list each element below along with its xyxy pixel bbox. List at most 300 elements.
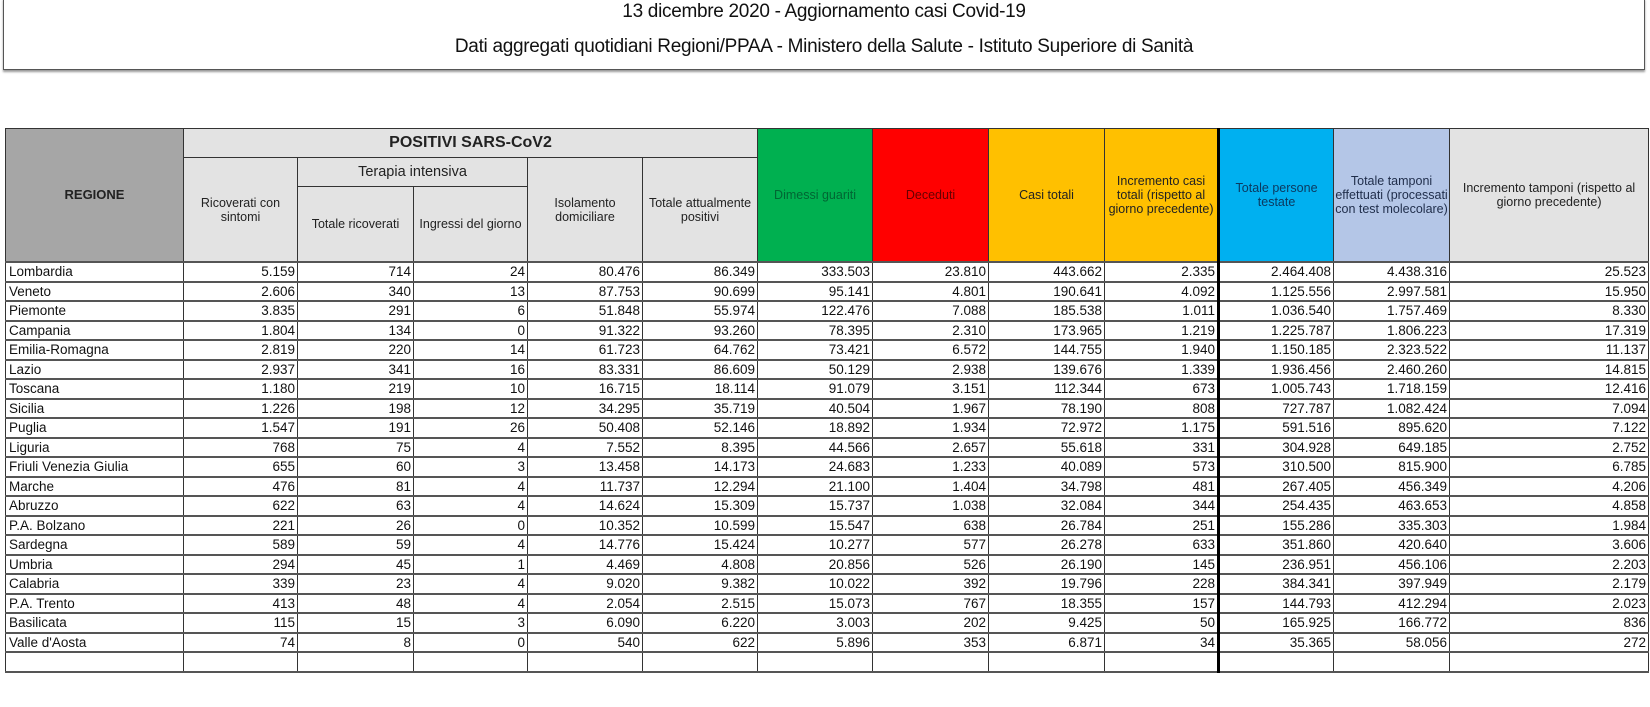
- cell-casi-totali: 190.641: [989, 282, 1105, 302]
- cell-casi-totali: 55.618: [989, 438, 1105, 458]
- table-row: [6, 360, 1649, 380]
- header-totale-tamponi: Totale tamponi effettuati (processati con test molecolare): [1334, 129, 1450, 263]
- cell-regione: P.A. Bolzano: [6, 516, 184, 536]
- header-totale-persone-testate: Totale persone testate: [1219, 129, 1334, 263]
- cell-casi-totali: 26.278: [989, 535, 1105, 555]
- cell-ti-totale-ricoverati: 59: [298, 535, 414, 555]
- cell-totale-tamponi: 166.772: [1334, 613, 1450, 633]
- cell-clipped: [1450, 652, 1649, 672]
- cell-dimessi-guariti: 333.503: [758, 262, 873, 282]
- cell-casi-totali: 72.972: [989, 418, 1105, 438]
- cell-casi-totali: 26.784: [989, 516, 1105, 536]
- cell-persone-testate: 2.464.408: [1219, 262, 1334, 282]
- report-subtitle: Dati aggregati quotidiani Regioni/PPAA - Ministero della Salute - Istituto Superiore di Sanità: [454, 36, 1194, 57]
- cell-ti-totale-ricoverati: 134: [298, 321, 414, 341]
- cell-deceduti: 353: [873, 633, 989, 653]
- header-totale-attualmente-positivi: Totale attualmente positivi: [643, 158, 758, 263]
- table-row: [6, 574, 1649, 594]
- cell-ti-ingressi: 1: [414, 555, 528, 575]
- cell-incremento-casi: 633: [1105, 535, 1219, 555]
- cell-deceduti: 1.967: [873, 399, 989, 419]
- header-casi-totali: Casi totali: [989, 129, 1105, 263]
- cell-incremento-casi: 145: [1105, 555, 1219, 575]
- cell-deceduti: 3.151: [873, 379, 989, 399]
- cell-totale-tamponi: 420.640: [1334, 535, 1450, 555]
- cell-totale-tamponi: 456.349: [1334, 477, 1450, 497]
- cell-casi-totali: 78.190: [989, 399, 1105, 419]
- cell-casi-totali: 112.344: [989, 379, 1105, 399]
- cell-attualmente-positivi: 35.719: [643, 399, 758, 419]
- cell-ricoverati-con-sintomi: 655: [184, 457, 298, 477]
- cell-ti-ingressi: 10: [414, 379, 528, 399]
- table-row: [6, 418, 1649, 438]
- cell-ti-ingressi: 13: [414, 282, 528, 302]
- cell-regione: Veneto: [6, 282, 184, 302]
- cell-incremento-casi: 2.335: [1105, 262, 1219, 282]
- header-ricoverati-con-sintomi: Ricoverati con sintomi: [184, 158, 298, 263]
- cell-ti-ingressi: 0: [414, 516, 528, 536]
- cell-deceduti: 2.310: [873, 321, 989, 341]
- cell-dimessi-guariti: 15.073: [758, 594, 873, 614]
- cell-totale-tamponi: 1.757.469: [1334, 301, 1450, 321]
- cell-ti-totale-ricoverati: 714: [298, 262, 414, 282]
- cell-isolamento-domiciliare: 50.408: [528, 418, 643, 438]
- cell-ricoverati-con-sintomi: 1.226: [184, 399, 298, 419]
- cell-ricoverati-con-sintomi: 1.180: [184, 379, 298, 399]
- header-totale-ricoverati: Totale ricoverati: [298, 187, 414, 263]
- cell-ti-ingressi: 4: [414, 438, 528, 458]
- cell-clipped: [989, 652, 1105, 672]
- cell-ricoverati-con-sintomi: 2.606: [184, 282, 298, 302]
- cell-incremento-casi: 228: [1105, 574, 1219, 594]
- cell-incremento-casi: 1.175: [1105, 418, 1219, 438]
- cell-incremento-tamponi: 25.523: [1450, 262, 1649, 282]
- cell-totale-tamponi: 1.806.223: [1334, 321, 1450, 341]
- header-isolamento-domiciliare: Isolamento domiciliare: [528, 158, 643, 263]
- cell-incremento-tamponi: 836: [1450, 613, 1649, 633]
- cell-dimessi-guariti: 20.856: [758, 555, 873, 575]
- cell-deceduti: 2.938: [873, 360, 989, 380]
- cell-ti-ingressi: 0: [414, 633, 528, 653]
- cell-attualmente-positivi: 15.424: [643, 535, 758, 555]
- cell-dimessi-guariti: 40.504: [758, 399, 873, 419]
- cell-dimessi-guariti: 50.129: [758, 360, 873, 380]
- cell-incremento-casi: 50: [1105, 613, 1219, 633]
- cell-ricoverati-con-sintomi: 294: [184, 555, 298, 575]
- cell-persone-testate: 310.500: [1219, 457, 1334, 477]
- cell-incremento-casi: 157: [1105, 594, 1219, 614]
- cell-dimessi-guariti: 24.683: [758, 457, 873, 477]
- cell-incremento-tamponi: 8.330: [1450, 301, 1649, 321]
- cell-dimessi-guariti: 15.547: [758, 516, 873, 536]
- cell-ti-totale-ricoverati: 198: [298, 399, 414, 419]
- cell-isolamento-domiciliare: 80.476: [528, 262, 643, 282]
- cell-ricoverati-con-sintomi: 589: [184, 535, 298, 555]
- cell-persone-testate: 1.936.456: [1219, 360, 1334, 380]
- cell-attualmente-positivi: 2.515: [643, 594, 758, 614]
- covid-regional-table: [5, 128, 1649, 673]
- cell-totale-tamponi: 456.106: [1334, 555, 1450, 575]
- cell-totale-tamponi: 895.620: [1334, 418, 1450, 438]
- cell-dimessi-guariti: 122.476: [758, 301, 873, 321]
- cell-incremento-casi: 673: [1105, 379, 1219, 399]
- cell-incremento-casi: 1.940: [1105, 340, 1219, 360]
- cell-clipped: [1219, 652, 1334, 672]
- cell-ricoverati-con-sintomi: 74: [184, 633, 298, 653]
- cell-persone-testate: 267.405: [1219, 477, 1334, 497]
- cell-ti-ingressi: 26: [414, 418, 528, 438]
- cell-ricoverati-con-sintomi: 622: [184, 496, 298, 516]
- cell-deceduti: 4.801: [873, 282, 989, 302]
- cell-isolamento-domiciliare: 14.776: [528, 535, 643, 555]
- table-row: [6, 262, 1649, 282]
- cell-attualmente-positivi: 52.146: [643, 418, 758, 438]
- cell-deceduti: 767: [873, 594, 989, 614]
- cell-totale-tamponi: 335.303: [1334, 516, 1450, 536]
- cell-clipped: [528, 652, 643, 672]
- cell-ti-ingressi: 4: [414, 496, 528, 516]
- cell-casi-totali: 173.965: [989, 321, 1105, 341]
- cell-incremento-tamponi: 2.023: [1450, 594, 1649, 614]
- cell-isolamento-domiciliare: 13.458: [528, 457, 643, 477]
- cell-attualmente-positivi: 64.762: [643, 340, 758, 360]
- header-incremento-tamponi: Incremento tamponi (rispetto al giorno precedente): [1450, 129, 1649, 263]
- cell-attualmente-positivi: 10.599: [643, 516, 758, 536]
- cell-persone-testate: 165.925: [1219, 613, 1334, 633]
- table-row: [6, 516, 1649, 536]
- header-dimessi-guariti: Dimessi guariti: [758, 129, 873, 263]
- cell-clipped: [873, 652, 989, 672]
- report-title: 13 dicembre 2020 - Aggiornamento casi Covid-19: [622, 1, 1026, 22]
- header-deceduti: Deceduti: [873, 129, 989, 263]
- cell-incremento-tamponi: 4.858: [1450, 496, 1649, 516]
- cell-regione: Valle d'Aosta: [6, 633, 184, 653]
- cell-incremento-casi: 481: [1105, 477, 1219, 497]
- cell-isolamento-domiciliare: 91.322: [528, 321, 643, 341]
- cell-ti-totale-ricoverati: 291: [298, 301, 414, 321]
- cell-incremento-tamponi: 2.752: [1450, 438, 1649, 458]
- cell-persone-testate: 591.516: [1219, 418, 1334, 438]
- table-row: [6, 282, 1649, 302]
- cell-ricoverati-con-sintomi: 768: [184, 438, 298, 458]
- cell-incremento-casi: 808: [1105, 399, 1219, 419]
- cell-dimessi-guariti: 3.003: [758, 613, 873, 633]
- cell-deceduti: 1.233: [873, 457, 989, 477]
- table-row: [6, 535, 1649, 555]
- cell-attualmente-positivi: 93.260: [643, 321, 758, 341]
- cell-ti-ingressi: 24: [414, 262, 528, 282]
- cell-deceduti: 1.038: [873, 496, 989, 516]
- cell-dimessi-guariti: 5.896: [758, 633, 873, 653]
- cell-ti-totale-ricoverati: 23: [298, 574, 414, 594]
- cell-incremento-casi: 573: [1105, 457, 1219, 477]
- table-row-clipped: [6, 652, 1649, 672]
- cell-regione: Friuli Venezia Giulia: [6, 457, 184, 477]
- cell-persone-testate: 304.928: [1219, 438, 1334, 458]
- cell-attualmente-positivi: 86.349: [643, 262, 758, 282]
- cell-dimessi-guariti: 10.022: [758, 574, 873, 594]
- cell-persone-testate: 351.860: [1219, 535, 1334, 555]
- cell-incremento-casi: 331: [1105, 438, 1219, 458]
- cell-incremento-tamponi: 6.785: [1450, 457, 1649, 477]
- cell-persone-testate: 1.150.185: [1219, 340, 1334, 360]
- cell-attualmente-positivi: 55.974: [643, 301, 758, 321]
- cell-ti-ingressi: 4: [414, 535, 528, 555]
- cell-casi-totali: 26.190: [989, 555, 1105, 575]
- cell-deceduti: 7.088: [873, 301, 989, 321]
- cell-clipped: [184, 652, 298, 672]
- cell-ti-totale-ricoverati: 219: [298, 379, 414, 399]
- cell-isolamento-domiciliare: 9.020: [528, 574, 643, 594]
- cell-ti-totale-ricoverati: 60: [298, 457, 414, 477]
- table-row: [6, 340, 1649, 360]
- cell-deceduti: 526: [873, 555, 989, 575]
- cell-casi-totali: 34.798: [989, 477, 1105, 497]
- cell-incremento-tamponi: 3.606: [1450, 535, 1649, 555]
- cell-casi-totali: 139.676: [989, 360, 1105, 380]
- cell-ti-ingressi: 4: [414, 477, 528, 497]
- cell-regione: Liguria: [6, 438, 184, 458]
- table-row: [6, 594, 1649, 614]
- cell-clipped: [298, 652, 414, 672]
- cell-ti-totale-ricoverati: 26: [298, 516, 414, 536]
- cell-totale-tamponi: 815.900: [1334, 457, 1450, 477]
- table-row: [6, 301, 1649, 321]
- cell-regione: P.A. Trento: [6, 594, 184, 614]
- cell-ti-totale-ricoverati: 45: [298, 555, 414, 575]
- cell-regione: Campania: [6, 321, 184, 341]
- cell-ti-totale-ricoverati: 220: [298, 340, 414, 360]
- table-row: [6, 633, 1649, 653]
- header-terapia-intensiva-group: Terapia intensiva: [298, 158, 528, 187]
- cell-casi-totali: 18.355: [989, 594, 1105, 614]
- cell-totale-tamponi: 2.460.260: [1334, 360, 1450, 380]
- cell-deceduti: 6.572: [873, 340, 989, 360]
- table-row: [6, 477, 1649, 497]
- cell-incremento-tamponi: 11.137: [1450, 340, 1649, 360]
- cell-attualmente-positivi: 86.609: [643, 360, 758, 380]
- cell-isolamento-domiciliare: 83.331: [528, 360, 643, 380]
- cell-dimessi-guariti: 21.100: [758, 477, 873, 497]
- cell-incremento-tamponi: 7.094: [1450, 399, 1649, 419]
- cell-attualmente-positivi: 12.294: [643, 477, 758, 497]
- cell-deceduti: 1.404: [873, 477, 989, 497]
- cell-attualmente-positivi: 18.114: [643, 379, 758, 399]
- cell-deceduti: 1.934: [873, 418, 989, 438]
- cell-ti-ingressi: 4: [414, 594, 528, 614]
- cell-persone-testate: 384.341: [1219, 574, 1334, 594]
- cell-ti-totale-ricoverati: 75: [298, 438, 414, 458]
- table-row: [6, 496, 1649, 516]
- header-ingressi-del-giorno: Ingressi del giorno: [414, 187, 528, 263]
- cell-casi-totali: 19.796: [989, 574, 1105, 594]
- cell-isolamento-domiciliare: 51.848: [528, 301, 643, 321]
- cell-totale-tamponi: 2.997.581: [1334, 282, 1450, 302]
- cell-attualmente-positivi: 6.220: [643, 613, 758, 633]
- cell-dimessi-guariti: 18.892: [758, 418, 873, 438]
- header-incremento-casi: Incremento casi totali (rispetto al giorno precedente): [1105, 129, 1219, 263]
- cell-ti-totale-ricoverati: 340: [298, 282, 414, 302]
- cell-incremento-casi: 1.339: [1105, 360, 1219, 380]
- cell-incremento-tamponi: 15.950: [1450, 282, 1649, 302]
- cell-incremento-tamponi: 272: [1450, 633, 1649, 653]
- cell-incremento-casi: 1.219: [1105, 321, 1219, 341]
- table-body: [6, 262, 1649, 672]
- cell-regione: Sicilia: [6, 399, 184, 419]
- cell-ti-totale-ricoverati: 15: [298, 613, 414, 633]
- cell-ti-ingressi: 3: [414, 457, 528, 477]
- cell-ricoverati-con-sintomi: 1.804: [184, 321, 298, 341]
- cell-clipped: [414, 652, 528, 672]
- cell-incremento-tamponi: 2.179: [1450, 574, 1649, 594]
- cell-ti-ingressi: 4: [414, 574, 528, 594]
- cell-incremento-tamponi: 7.122: [1450, 418, 1649, 438]
- cell-persone-testate: 155.286: [1219, 516, 1334, 536]
- cell-casi-totali: 9.425: [989, 613, 1105, 633]
- cell-persone-testate: 1.005.743: [1219, 379, 1334, 399]
- cell-persone-testate: 1.125.556: [1219, 282, 1334, 302]
- cell-ti-totale-ricoverati: 8: [298, 633, 414, 653]
- header-positivi-group: POSITIVI SARS-CoV2: [184, 129, 758, 158]
- cell-regione: Calabria: [6, 574, 184, 594]
- cell-persone-testate: 35.365: [1219, 633, 1334, 653]
- cell-isolamento-domiciliare: 540: [528, 633, 643, 653]
- cell-ricoverati-con-sintomi: 413: [184, 594, 298, 614]
- cell-totale-tamponi: 2.323.522: [1334, 340, 1450, 360]
- cell-persone-testate: 236.951: [1219, 555, 1334, 575]
- table-row: [6, 399, 1649, 419]
- cell-isolamento-domiciliare: 34.295: [528, 399, 643, 419]
- cell-clipped: [1334, 652, 1450, 672]
- table-row: [6, 438, 1649, 458]
- cell-ricoverati-con-sintomi: 1.547: [184, 418, 298, 438]
- cell-ti-totale-ricoverati: 191: [298, 418, 414, 438]
- cell-ti-ingressi: 6: [414, 301, 528, 321]
- cell-regione: Umbria: [6, 555, 184, 575]
- cell-incremento-casi: 1.011: [1105, 301, 1219, 321]
- cell-dimessi-guariti: 78.395: [758, 321, 873, 341]
- cell-attualmente-positivi: 15.309: [643, 496, 758, 516]
- cell-isolamento-domiciliare: 11.737: [528, 477, 643, 497]
- cell-regione: Basilicata: [6, 613, 184, 633]
- cell-ti-totale-ricoverati: 48: [298, 594, 414, 614]
- cell-casi-totali: 144.755: [989, 340, 1105, 360]
- cell-incremento-casi: 344: [1105, 496, 1219, 516]
- cell-isolamento-domiciliare: 7.552: [528, 438, 643, 458]
- cell-isolamento-domiciliare: 61.723: [528, 340, 643, 360]
- cell-attualmente-positivi: 622: [643, 633, 758, 653]
- title-box: [3, 0, 1645, 70]
- cell-totale-tamponi: 463.653: [1334, 496, 1450, 516]
- cell-ti-totale-ricoverati: 341: [298, 360, 414, 380]
- cell-attualmente-positivi: 90.699: [643, 282, 758, 302]
- cell-totale-tamponi: 4.438.316: [1334, 262, 1450, 282]
- cell-incremento-casi: 34: [1105, 633, 1219, 653]
- cell-casi-totali: 40.089: [989, 457, 1105, 477]
- cell-totale-tamponi: 649.185: [1334, 438, 1450, 458]
- cell-totale-tamponi: 397.949: [1334, 574, 1450, 594]
- cell-casi-totali: 32.084: [989, 496, 1105, 516]
- cell-totale-tamponi: 412.294: [1334, 594, 1450, 614]
- cell-ti-ingressi: 16: [414, 360, 528, 380]
- cell-deceduti: 577: [873, 535, 989, 555]
- cell-ricoverati-con-sintomi: 3.835: [184, 301, 298, 321]
- cell-ricoverati-con-sintomi: 2.937: [184, 360, 298, 380]
- cell-regione: Lazio: [6, 360, 184, 380]
- cell-incremento-tamponi: 4.206: [1450, 477, 1649, 497]
- cell-attualmente-positivi: 8.395: [643, 438, 758, 458]
- cell-casi-totali: 6.871: [989, 633, 1105, 653]
- cell-ti-totale-ricoverati: 81: [298, 477, 414, 497]
- table-row: [6, 555, 1649, 575]
- table-row: [6, 321, 1649, 341]
- cell-ricoverati-con-sintomi: 5.159: [184, 262, 298, 282]
- cell-incremento-casi: 251: [1105, 516, 1219, 536]
- cell-persone-testate: 144.793: [1219, 594, 1334, 614]
- table-row: [6, 457, 1649, 477]
- header-regione: REGIONE: [6, 129, 184, 263]
- cell-ti-ingressi: 12: [414, 399, 528, 419]
- cell-deceduti: 638: [873, 516, 989, 536]
- cell-dimessi-guariti: 73.421: [758, 340, 873, 360]
- cell-attualmente-positivi: 9.382: [643, 574, 758, 594]
- cell-deceduti: 392: [873, 574, 989, 594]
- cell-ti-ingressi: 14: [414, 340, 528, 360]
- cell-incremento-casi: 4.092: [1105, 282, 1219, 302]
- cell-ti-ingressi: 0: [414, 321, 528, 341]
- cell-clipped: [6, 652, 184, 672]
- cell-ti-totale-ricoverati: 63: [298, 496, 414, 516]
- cell-ricoverati-con-sintomi: 339: [184, 574, 298, 594]
- cell-isolamento-domiciliare: 16.715: [528, 379, 643, 399]
- cell-ricoverati-con-sintomi: 221: [184, 516, 298, 536]
- cell-dimessi-guariti: 15.737: [758, 496, 873, 516]
- cell-totale-tamponi: 58.056: [1334, 633, 1450, 653]
- cell-ricoverati-con-sintomi: 115: [184, 613, 298, 633]
- cell-incremento-tamponi: 2.203: [1450, 555, 1649, 575]
- cell-totale-tamponi: 1.718.159: [1334, 379, 1450, 399]
- cell-deceduti: 2.657: [873, 438, 989, 458]
- cell-casi-totali: 443.662: [989, 262, 1105, 282]
- cell-dimessi-guariti: 44.566: [758, 438, 873, 458]
- cell-clipped: [643, 652, 758, 672]
- cell-ricoverati-con-sintomi: 2.819: [184, 340, 298, 360]
- cell-regione: Marche: [6, 477, 184, 497]
- cell-isolamento-domiciliare: 2.054: [528, 594, 643, 614]
- cell-persone-testate: 727.787: [1219, 399, 1334, 419]
- cell-regione: Abruzzo: [6, 496, 184, 516]
- cell-isolamento-domiciliare: 87.753: [528, 282, 643, 302]
- cell-regione: Lombardia: [6, 262, 184, 282]
- cell-ricoverati-con-sintomi: 476: [184, 477, 298, 497]
- cell-incremento-tamponi: 12.416: [1450, 379, 1649, 399]
- cell-dimessi-guariti: 10.277: [758, 535, 873, 555]
- cell-persone-testate: 1.225.787: [1219, 321, 1334, 341]
- cell-incremento-tamponi: 17.319: [1450, 321, 1649, 341]
- cell-regione: Puglia: [6, 418, 184, 438]
- cell-dimessi-guariti: 95.141: [758, 282, 873, 302]
- cell-attualmente-positivi: 14.173: [643, 457, 758, 477]
- cell-incremento-tamponi: 14.815: [1450, 360, 1649, 380]
- cell-regione: Piemonte: [6, 301, 184, 321]
- cell-persone-testate: 254.435: [1219, 496, 1334, 516]
- cell-isolamento-domiciliare: 6.090: [528, 613, 643, 633]
- cell-attualmente-positivi: 4.808: [643, 555, 758, 575]
- cell-dimessi-guariti: 91.079: [758, 379, 873, 399]
- table-row: [6, 613, 1649, 633]
- cell-ti-ingressi: 3: [414, 613, 528, 633]
- cell-casi-totali: 185.538: [989, 301, 1105, 321]
